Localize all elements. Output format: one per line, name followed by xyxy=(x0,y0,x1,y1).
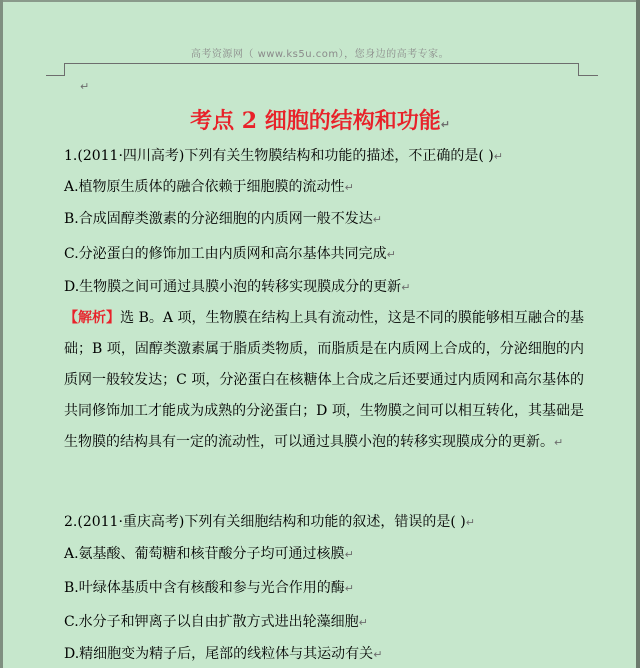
paragraph-mark-icon: ↵ xyxy=(344,548,354,561)
paragraph-mark-icon: ↵ xyxy=(358,616,368,629)
question-2-stem[interactable]: 2.(2011·重庆高考)下列有关细胞结构和功能的叙述，错误的是( )↵ xyxy=(64,514,475,530)
paragraph-mark-icon: ↵ xyxy=(440,118,450,131)
question-2-option-b[interactable]: B.叶绿体基质中含有核酸和参与光合作用的酶↵ xyxy=(64,580,354,596)
paragraph-mark-icon: ↵ xyxy=(401,281,411,294)
question-1-option-b[interactable]: B.合成固醇类激素的分泌细胞的内质网一般不发达↵ xyxy=(64,211,382,227)
question-1-option-a[interactable]: A.植物原生质体的融合依赖于细胞膜的流动性↵ xyxy=(64,179,354,195)
page-title[interactable] xyxy=(0,104,640,135)
paragraph-mark-icon: ↵ xyxy=(373,648,383,661)
paragraph-mark-icon: ↵ xyxy=(493,150,503,163)
window-frame-right xyxy=(636,0,640,668)
paragraph-mark-icon: ↵ xyxy=(344,582,354,595)
paragraph-mark-icon: ↵ xyxy=(344,181,354,194)
margin-corner-left-horizontal xyxy=(46,75,65,76)
title-text: 考点 2 细胞的结构和功能 xyxy=(190,108,441,134)
paragraph-mark-icon: ↵ xyxy=(386,248,396,261)
question-1-option-d[interactable]: D.生物膜之间可通过具膜小泡的转移实现膜成分的更新↵ xyxy=(64,279,411,295)
page-header-text: 高考资源网（ www.ks5u.com），您身边的高考专家。 xyxy=(190,49,450,60)
paragraph-mark-icon: ↵ xyxy=(465,516,475,529)
paragraph-mark-icon: ↵ xyxy=(80,80,90,93)
question-2-option-a[interactable]: A.氨基酸、葡萄糖和核苷酸分子均可通过核膜↵ xyxy=(64,546,354,562)
question-1-stem[interactable]: 1.(2011·四川高考)下列有关生物膜结构和功能的描述，不正确的是( )↵ xyxy=(64,148,503,164)
window-frame-top xyxy=(0,0,640,2)
question-2-option-c[interactable]: C.水分子和钾离子以自由扩散方式进出轮藻细胞↵ xyxy=(64,614,368,630)
question-1-analysis[interactable] xyxy=(64,303,584,458)
paragraph-mark-icon: ↵ xyxy=(372,213,382,226)
analysis-tag: 【解析】 xyxy=(64,310,121,326)
window-frame-left xyxy=(0,0,3,668)
question-1-option-c[interactable]: C.分泌蛋白的修饰加工由内质网和高尔基体共同完成↵ xyxy=(64,246,396,262)
paragraph-mark-icon: ↵ xyxy=(554,436,564,449)
header-rule xyxy=(64,63,578,64)
margin-corner-right-horizontal xyxy=(578,75,598,76)
question-2-option-d[interactable]: D.精细胞变为精子后，尾部的线粒体与其运动有关↵ xyxy=(64,646,383,662)
analysis-text: 选 B。A 项，生物膜在结构上具有流动性，这是不同的膜能够相互融合的基础；B 项，固醇类激素属于脂质类物质，而脂质是在内质网上合成的，分泌细胞的内质网一般较发达；C 项，分泌蛋白在核糖体上合成之后还要通过内质网和高尔基体的共同修饰加工才能成为成熟的分泌蛋白；D 项，生物膜之间可以相互转化，其基础是生物膜的结构具有一定的流动性，可以通过具膜小泡的转移实现膜成分的更新。 xyxy=(64,310,584,450)
